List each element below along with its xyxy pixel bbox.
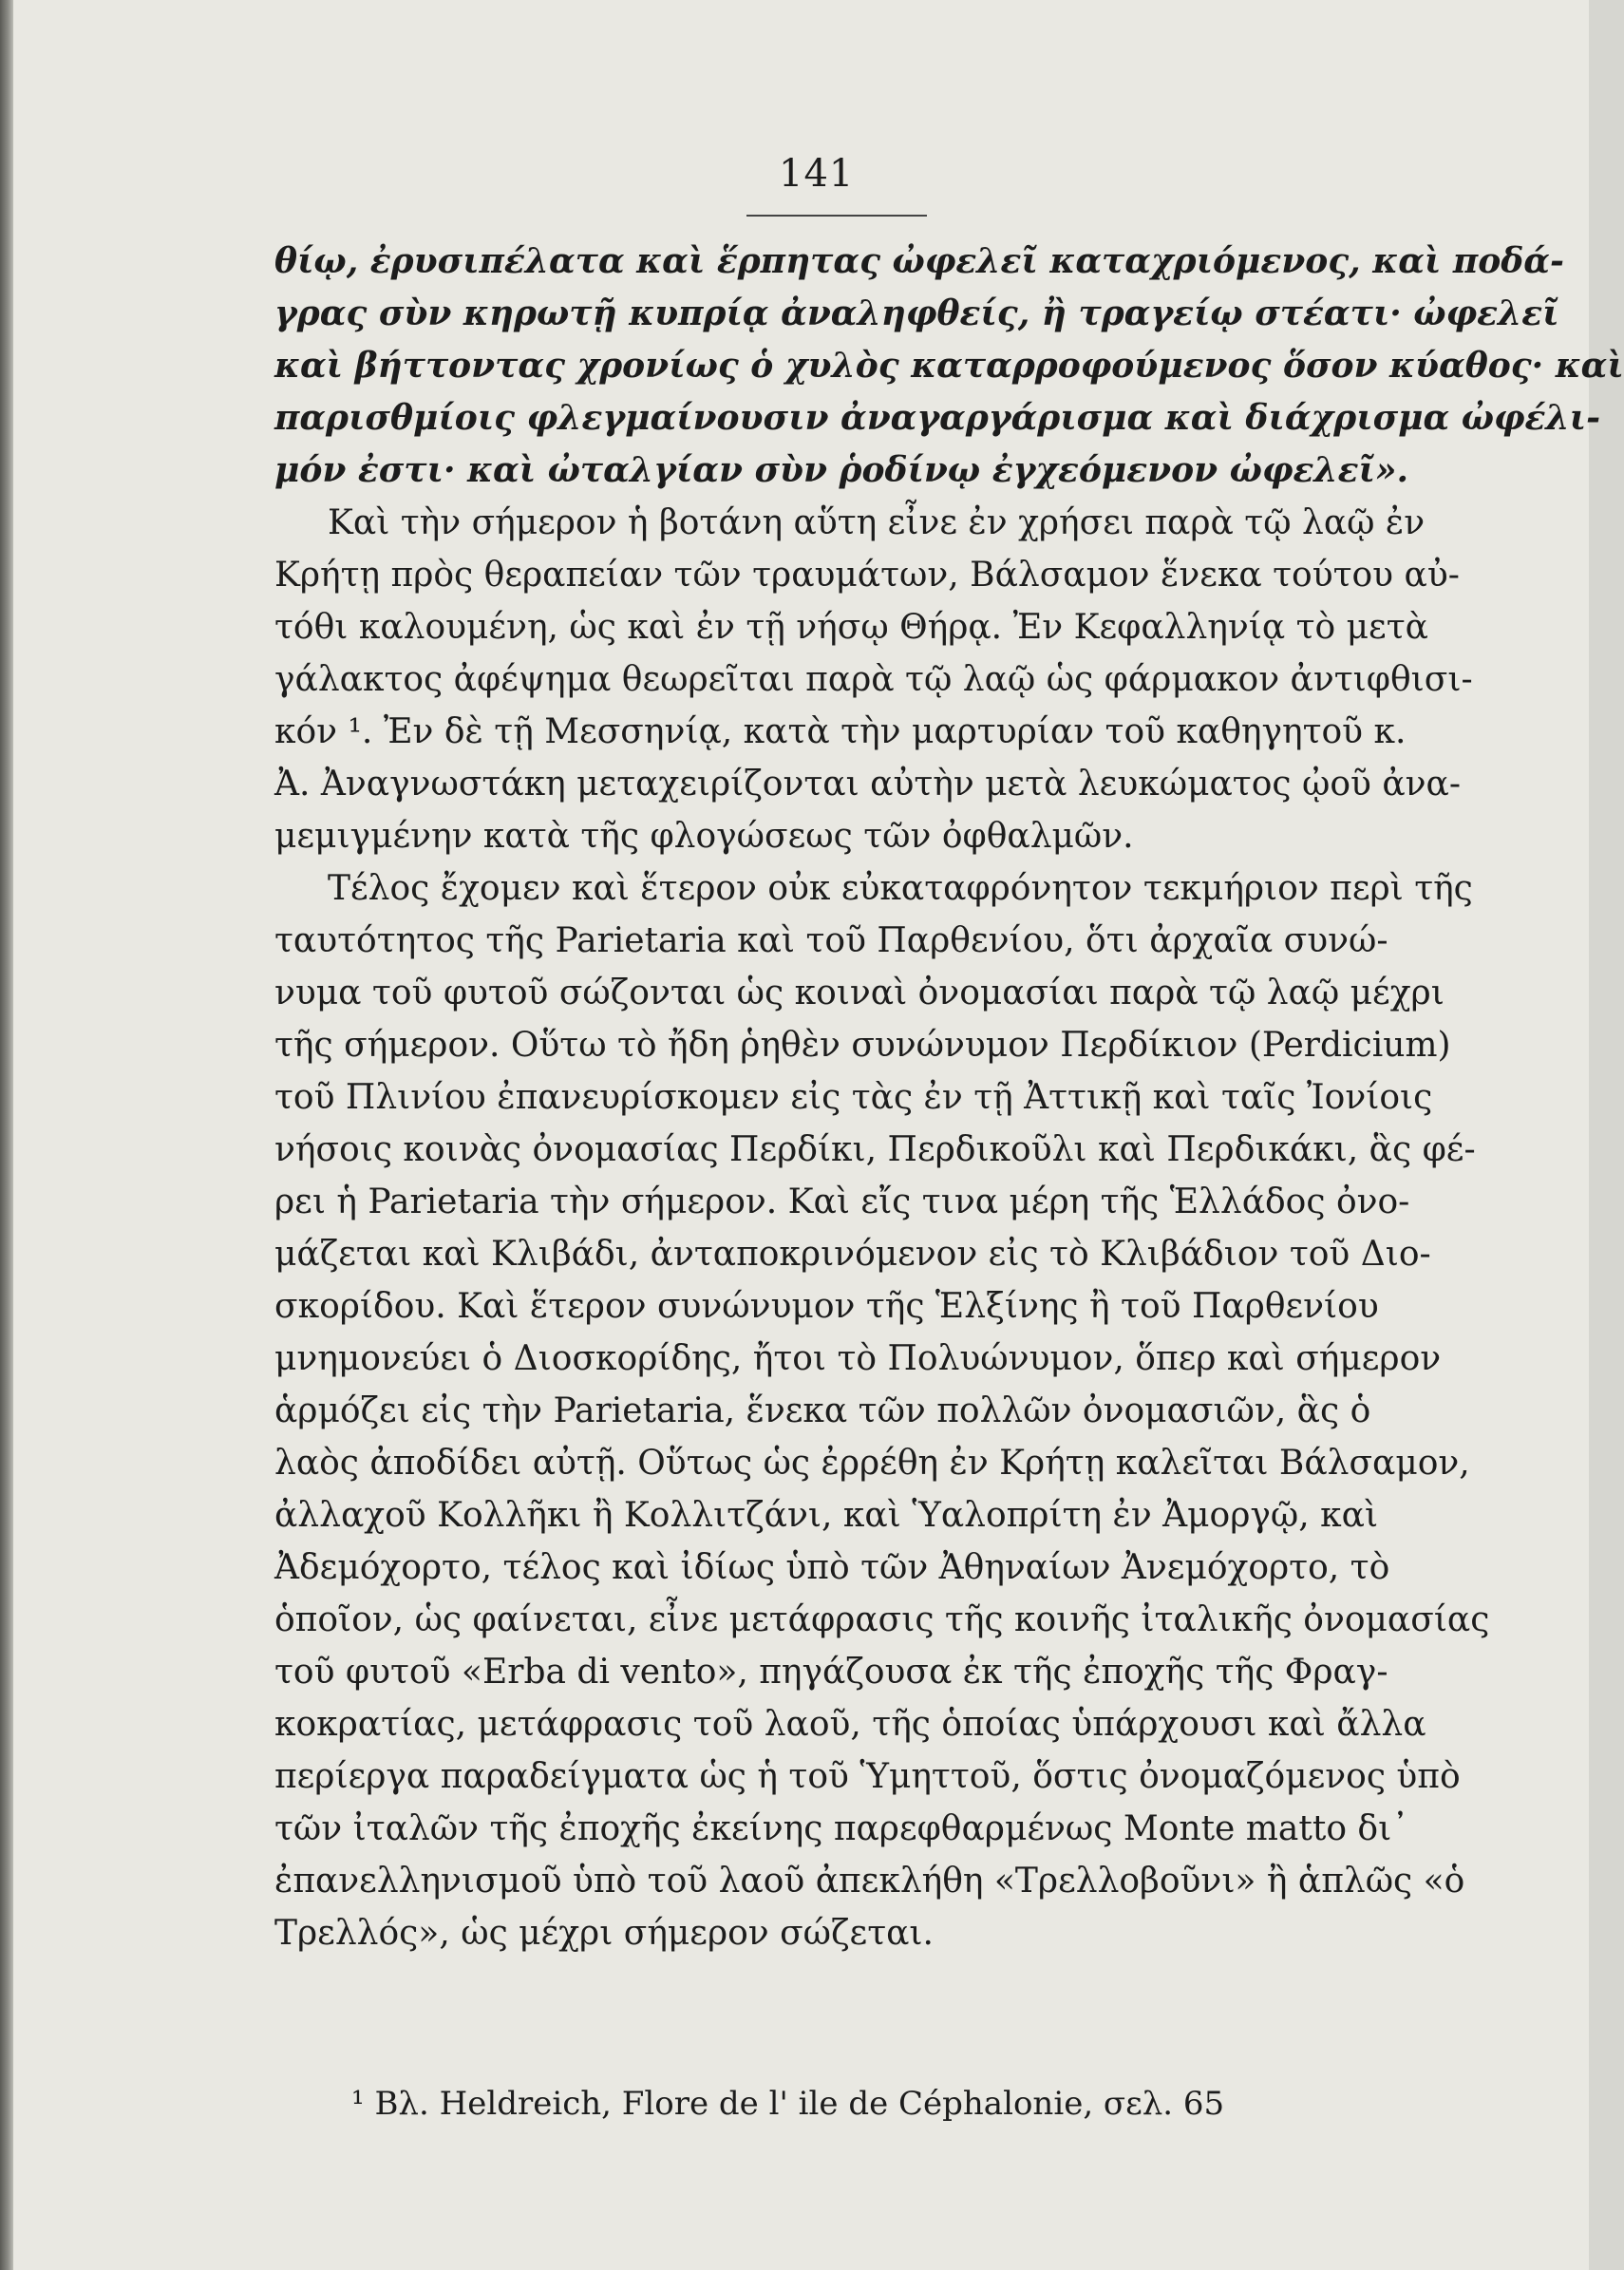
scan-edge: [0, 0, 13, 2270]
body-text: [274, 236, 1624, 1959]
text-line: τοῦ Πλινίου ἐπανευρίσκομεν εἰς τὰς ἐν τῇ Ἀττικῇ καὶ ταῖς Ἰονίοις: [274, 1078, 1433, 1117]
text-line: σκορίδου. Καὶ ἕτερον συνώνυμον τῆς Ἑλξίνης ἢ τοῦ Παρθενίου: [274, 1287, 1379, 1326]
text-line: ὁποῖον, ὡς φαίνεται, εἶνε μετάφρασις τῆς κοινῆς ἰταλικῆς ὀνομασίας: [274, 1600, 1490, 1639]
text-line: Κρήτῃ πρὸς θεραπείαν τῶν τραυμάτων, Βάλσαμον ἕνεκα τούτου αὐ-: [274, 556, 1460, 595]
text-line: καὶ βήττοντας χρονίως ὁ χυλὸς καταρροφούμενος ὅσον κύαθος· καὶ: [274, 346, 1624, 386]
page-number: 141: [779, 152, 855, 196]
text-line: ταυτότητος τῆς Parietaria καὶ τοῦ Παρθενίου, ὅτι ἀρχαῖα συνώ-: [274, 921, 1388, 960]
text-line: γρας σὺν κηρωτῇ κυπρίᾳ ἀναληφθείς, ἢ τραγείῳ στέατι· ὠφελεῖ: [274, 293, 1559, 333]
text-line: Καὶ τὴν σήμερον ἡ βοτάνη αὕτη εἶνε ἐν χρήσει παρὰ τῷ λαῷ ἐν: [328, 503, 1426, 542]
text-line: κόν ¹. Ἐν δὲ τῇ Μεσσηνίᾳ, κατὰ τὴν μαρτυρίαν τοῦ καθηγητοῦ κ.: [274, 712, 1407, 751]
text-line: νυμα τοῦ φυτοῦ σώζονται ὡς κοιναὶ ὀνομασίαι παρὰ τῷ λαῷ μέχρι: [274, 974, 1445, 1012]
text-line: παρισθμίοις φλεγμαίνουσιν ἀναγαργάρισμα καὶ διάχρισμα ὠφέλι-: [274, 398, 1601, 438]
text-line: νήσοις κοινὰς ὀνομασίας Περδίκι, Περδικοῦλι καὶ Περδικάκι, ἃς φέ-: [274, 1130, 1476, 1169]
text-line: τῆς σήμερον. Οὕτω τὸ ἤδη ῥηθὲν συνώνυμον Περδίκιον (Perdicium): [274, 1026, 1451, 1065]
footnote: ¹ Βλ. Heldreich, Flore de l' ile de Céphalonie, σελ. 65: [351, 2085, 1225, 2123]
text-line: μόν ἐστι· καὶ ὠταλγίαν σὺν ῥοδίνῳ ἐγχεόμενον ὠφελεῖ».: [274, 450, 1408, 490]
text-line: τόθι καλουμένη, ὡς καὶ ἐν τῇ νήσῳ Θήρᾳ. Ἐν Κεφαλληνίᾳ τὸ μετὰ: [274, 608, 1428, 647]
text-line: ρει ἡ Parietaria τὴν σήμερον. Καὶ εἴς τινα μέρη τῆς Ἑλλάδος ὀνο-: [274, 1182, 1410, 1221]
text-line: μνημονεύει ὁ Διοσκορίδης, ἤτοι τὸ Πολυώνυμον, ὅπερ καὶ σήμερον: [274, 1339, 1442, 1378]
text-line: τῶν ἰταλῶν τῆς ἐποχῆς ἐκείνης παρεφθαρμένως Monte matto δι᾽: [274, 1809, 1409, 1848]
text-line: Τρελλός», ὡς μέχρι σήμερον σώζεται.: [274, 1914, 934, 1953]
text-line: περίεργα παραδείγματα ὡς ἡ τοῦ Ὑμηττοῦ, ὅστις ὀνομαζόμενος ὑπὸ: [274, 1757, 1461, 1796]
text-line: θίῳ, ἐρυσιπέλατα καὶ ἕρπητας ὠφελεῖ καταχριόμενος, καὶ ποδά-: [274, 241, 1564, 281]
text-line: ἁρμόζει εἰς τὴν Parietaria, ἕνεκα τῶν πολλῶν ὀνομασιῶν, ἃς ὁ: [274, 1391, 1371, 1430]
text-line: τοῦ φυτοῦ «Erba di vento», πηγάζουσα ἐκ τῆς ἐποχῆς τῆς Φραγ-: [274, 1653, 1388, 1692]
text-line: Τέλος ἔχομεν καὶ ἕτερον οὐκ εὐκαταφρόνητον τεκμήριον περὶ τῆς: [328, 869, 1473, 908]
text-line: ἀλλαχοῦ Κολλῆκι ἢ Κολλιτζάνι, καὶ Ὑαλοπρίτη ἐν Ἀμοργῷ, καὶ: [274, 1496, 1379, 1535]
text-line: μάζεται καὶ Κλιβάδι, ἀνταποκρινόμενον εἰς τὸ Κλιβάδιον τοῦ Διο-: [274, 1235, 1431, 1274]
text-line: μεμιγμένην κατὰ τῆς φλογώσεως τῶν ὀφθαλμῶν.: [274, 817, 1134, 856]
text-line: Ἀ. Ἀναγνωστάκη μεταχειρίζονται αὐτὴν μετὰ λευκώματος ᾠοῦ ἀνα-: [274, 765, 1461, 804]
header-rule: [746, 215, 927, 217]
text-line: Ἀδεμόχορτο, τέλος καὶ ἰδίως ὑπὸ τῶν Ἀθηναίων Ἀνεμόχορτο, τὸ: [274, 1548, 1390, 1587]
text-line: γάλακτος ἀφέψημα θεωρεῖται παρὰ τῷ λαῷ ὡς φάρμακον ἀντιφθισι-: [274, 660, 1473, 699]
text-line: ἐπανελληνισμοῦ ὑπὸ τοῦ λαοῦ ἀπεκλήθη «Τρελλοβοῦνι» ἢ ἁπλῶς «ὁ: [274, 1862, 1465, 1901]
text-line: λαὸς ἀποδίδει αὐτῇ. Οὕτως ὡς ἐρρέθη ἐν Κρήτῃ καλεῖται Βάλσαμον,: [274, 1444, 1470, 1483]
text-line: κοκρατίας, μετάφρασις τοῦ λαοῦ, τῆς ὁποίας ὑπάρχουσι καὶ ἄλλα: [274, 1705, 1426, 1744]
